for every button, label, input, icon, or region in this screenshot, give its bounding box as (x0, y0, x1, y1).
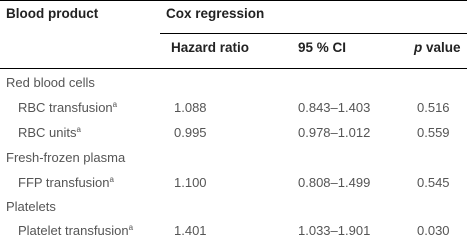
hazard-ratio-cell: 1.401 (174, 223, 207, 238)
table-top-rule (0, 0, 467, 1)
p-value-cell: 0.030 (417, 223, 450, 238)
group-label-red-blood-cells: Red blood cells (6, 75, 95, 90)
row-label-platelet-transfusion: Platelet transfusion$^a$ (18, 223, 134, 238)
row-label-rbc-transfusion: RBC transfusion$^a$ (18, 100, 118, 115)
row-label-rbc-units: RBC units$^a$ (18, 125, 81, 140)
header-cox-regression: Cox regression (166, 6, 265, 21)
p-value-cell: 0.559 (417, 125, 450, 140)
header-bottom-rule (0, 68, 467, 69)
ci-cell: 0.843–1.403 (298, 100, 371, 115)
hazard-ratio-cell: 1.100 (174, 175, 207, 190)
hazard-ratio-cell: 1.088 (174, 100, 207, 115)
header-hazard-ratio: Hazard ratio (171, 40, 250, 55)
ci-cell: 0.808–1.499 (298, 175, 371, 190)
row-label-ffp-transfusion: FFP transfusion$^a$ (18, 175, 114, 190)
hazard-ratio-cell: 0.995 (174, 125, 207, 140)
ci-cell: 1.033–1.901 (298, 223, 371, 238)
p-value-cell: 0.545 (417, 175, 450, 190)
header-ci: 95 % CI (298, 40, 347, 55)
group-label-fresh-frozen-plasma: Fresh-frozen plasma (6, 150, 126, 165)
group-label-platelets: Platelets (6, 199, 56, 214)
header-p-value: p value (414, 40, 461, 55)
header-group-rule (160, 33, 467, 34)
header-blood-product: Blood product (6, 6, 99, 21)
p-value-cell: 0.516 (417, 100, 450, 115)
ci-cell: 0.978–1.012 (298, 125, 371, 140)
